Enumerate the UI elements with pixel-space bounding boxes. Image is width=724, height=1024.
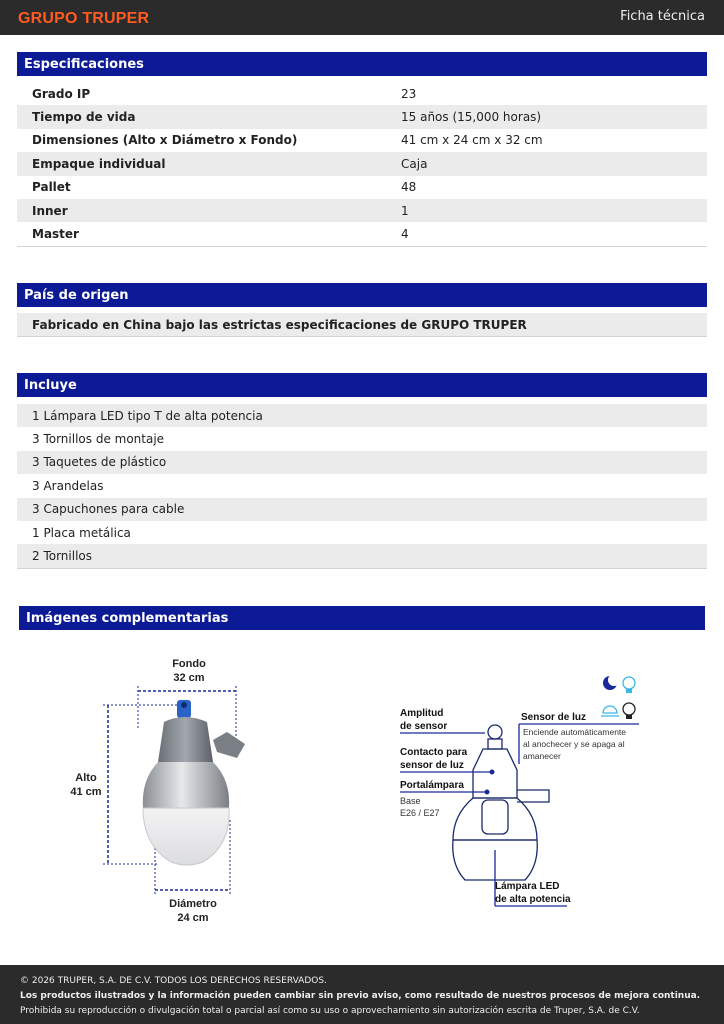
lamp-diagrams: [17, 640, 707, 950]
wall-bracket: [213, 732, 245, 758]
origin-section-header: País de origen: [17, 283, 707, 307]
legal-text: Prohibida su reproducción o divulgación total o parcial así como su uso o aprovechamiento sin autorización escrita de Truper, S.A. de C.V.: [20, 1006, 640, 1016]
list-item: [17, 404, 707, 427]
spec-label: Grado IP: [32, 86, 91, 101]
table-row: [17, 129, 707, 152]
base-label: E26 / E27: [400, 808, 440, 818]
sensor-luz-title: Sensor de luz: [521, 712, 587, 723]
list-item: [17, 427, 707, 450]
spec-label: Dimensiones (Alto x Diámetro x Fondo): [32, 133, 298, 148]
table-row: [17, 152, 707, 175]
spec-label: Inner: [32, 203, 68, 218]
fondo-value: 32 cm: [173, 672, 205, 684]
spec-label: Pallet: [32, 180, 71, 195]
include-text: 2 Tornillos: [32, 549, 93, 564]
fondo-label: Fondo: [172, 658, 206, 670]
led-bulb-outline: [482, 800, 508, 834]
list-item: [17, 474, 707, 497]
table-row: [17, 105, 707, 128]
list-item: [17, 498, 707, 521]
spec-value: 1: [401, 203, 409, 218]
brand-logo: GRUPO TRUPER: [18, 10, 150, 27]
table-row: [17, 313, 707, 336]
spec-label: Master: [32, 227, 79, 242]
sensor-outline: [488, 725, 502, 739]
alto-label: Alto: [75, 772, 97, 784]
document-type: Ficha técnica: [620, 9, 705, 24]
alto-value: 41 cm: [70, 786, 102, 798]
specs-section-header: Especificaciones: [17, 52, 707, 76]
include-text: 3 Capuchones para cable: [32, 502, 185, 517]
images-section-header: Imágenes complementarias: [19, 606, 705, 630]
sensor-eye: [181, 702, 187, 708]
include-text: 1 Lámpara LED tipo T de alta potencia: [32, 408, 263, 423]
refractor-globe: [143, 808, 229, 865]
origin-table: [17, 313, 707, 337]
sun-icon: [601, 706, 619, 716]
table-row: [17, 222, 707, 245]
complementary-images: [17, 640, 707, 950]
moon-icon: [603, 674, 620, 690]
portalampara-dot: [485, 790, 490, 795]
spec-value: 48: [401, 180, 417, 195]
list-item: [17, 451, 707, 474]
include-text: 3 Taquetes de plástico: [32, 455, 167, 470]
sensor-base-outline: [488, 739, 502, 749]
disclaimer-text: Los productos ilustrados y la información pueden cambiar sin previo aviso, como resultado de nuestros procesos de mejora continua.: [20, 991, 701, 1001]
specs-table: [17, 82, 707, 247]
sensor-luz-desc: amanecer: [523, 751, 561, 761]
spec-value: 41 cm x 24 cm x 32 cm: [401, 133, 543, 148]
housing-outline: [473, 749, 517, 798]
lampara-label: de alta potencia: [495, 894, 571, 905]
include-text: 1 Placa metálica: [32, 525, 131, 540]
reflector: [143, 762, 229, 808]
spec-label: Empaque individual: [32, 156, 166, 171]
footer: [0, 965, 724, 1024]
include-text: 3 Tornillos de montaje: [32, 432, 165, 447]
spec-value: Caja: [401, 156, 428, 171]
spec-value: 23: [401, 86, 417, 101]
copyright-text: © 2026 TRUPER, S.A. DE C.V. TODOS LOS DERECHOS RESERVADOS.: [20, 976, 327, 986]
lamp-housing: [158, 717, 213, 762]
lampara-label: Lámpara LED: [495, 881, 560, 892]
amplitud-label: de sensor: [400, 721, 448, 732]
contacto-dot: [490, 770, 495, 775]
spec-value: 4: [401, 227, 409, 242]
top-bar: [0, 0, 724, 35]
base-label: Base: [400, 796, 421, 806]
parts-diagram: [400, 674, 639, 906]
includes-section-header: Incluye: [17, 373, 707, 397]
amplitud-label: Amplitud: [400, 708, 444, 719]
table-row: [17, 82, 707, 105]
diametro-label: Diámetro: [169, 898, 217, 910]
list-item: [17, 521, 707, 544]
origin-text: Fabricado en China bajo las estrictas especificaciones de GRUPO TRUPER: [32, 317, 527, 332]
sensor-luz-desc: al anochecer y se apaga al: [523, 739, 625, 749]
include-text: 3 Arandelas: [32, 478, 104, 493]
bracket-outline: [517, 790, 549, 802]
spec-label: Tiempo de vida: [32, 110, 136, 125]
portalampara-label: Portalámpara: [400, 780, 464, 791]
table-row: [17, 199, 707, 222]
spec-value: 15 años (15,000 horas): [401, 110, 542, 125]
bulb-on-icon: [623, 677, 635, 693]
contacto-label: Contacto para: [400, 747, 468, 758]
includes-table: [17, 404, 707, 569]
diametro-value: 24 cm: [177, 912, 209, 924]
list-item: [17, 544, 707, 567]
bulb-off-icon: [623, 703, 635, 719]
sensor-luz-desc: Enciende automáticamente: [523, 727, 627, 737]
dimension-drawing: [70, 658, 245, 924]
contacto-label: sensor de luz: [400, 760, 464, 771]
table-row: [17, 176, 707, 199]
